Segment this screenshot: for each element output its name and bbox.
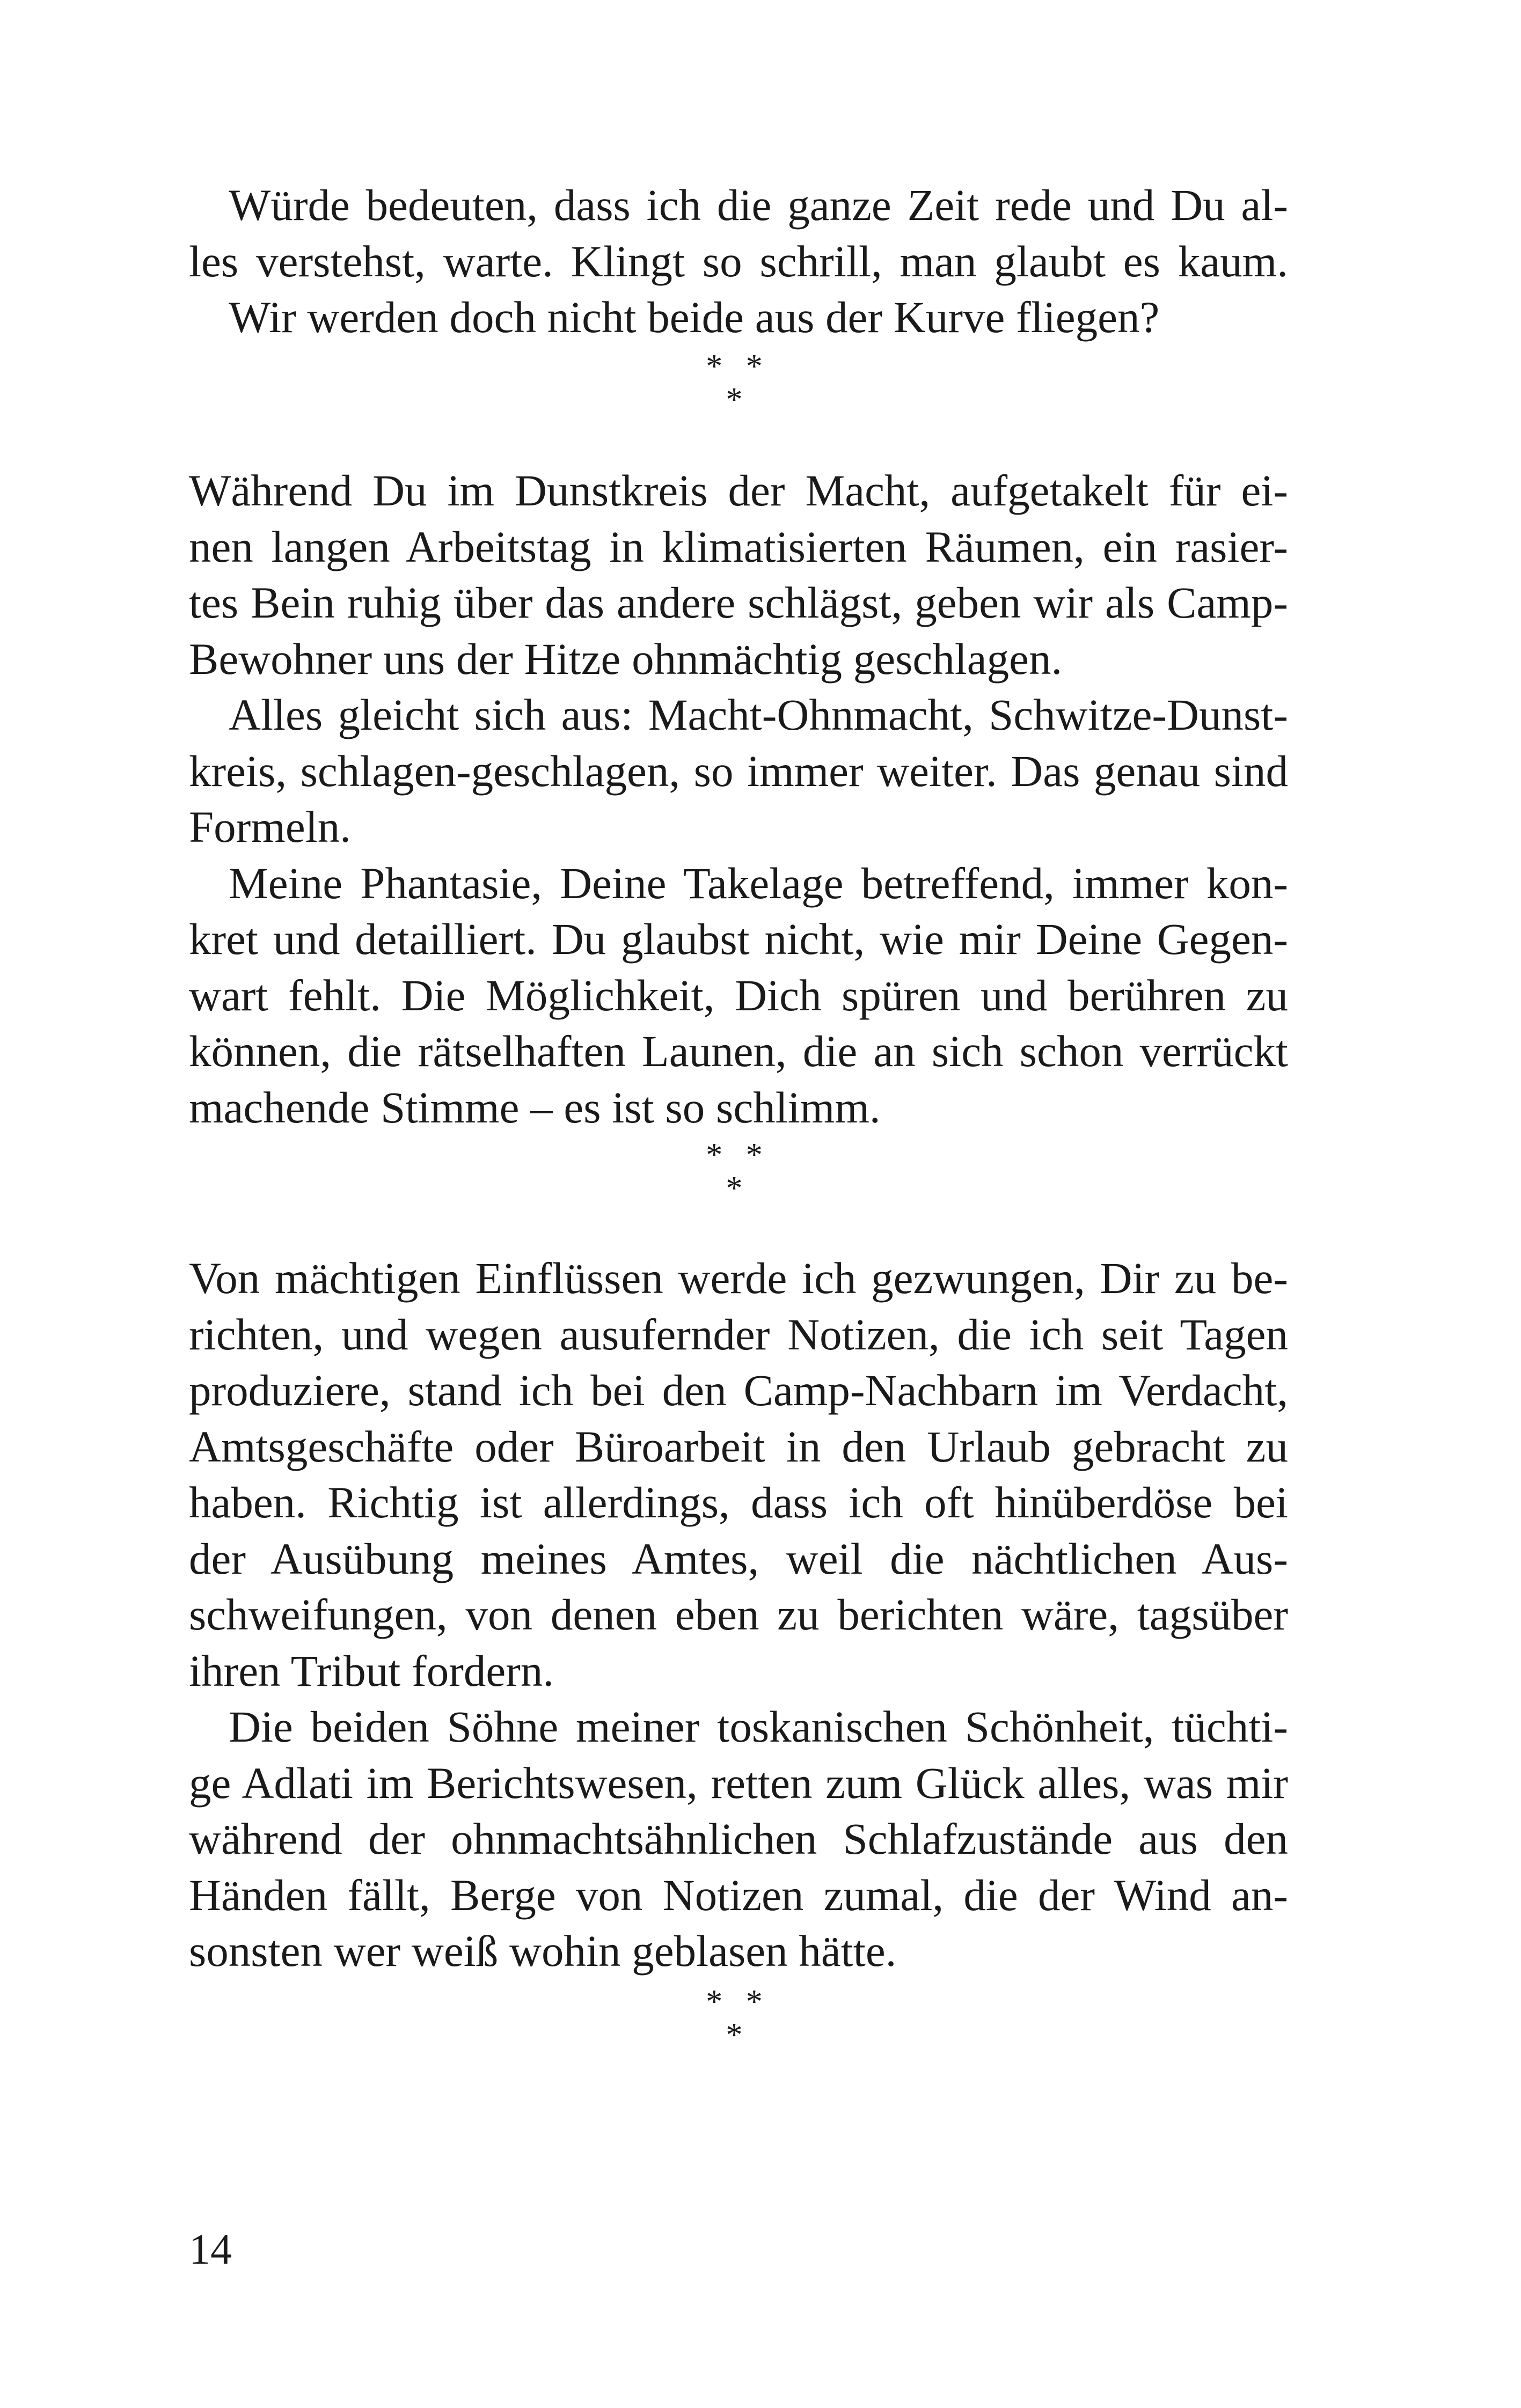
text-line: produziere, stand ich bei den Camp-Nachbarn im Verdacht, — [189, 1365, 1288, 1415]
text-line: schweifungen, von denen eben zu berichten wäre, tagsüber — [189, 1590, 1288, 1639]
text-line: während der ohnmachtsähnlichen Schlafzustände aus den — [189, 1814, 1288, 1863]
text-line: Bewohner uns der Hitze ohnmächtig geschlagen. — [189, 634, 1063, 684]
text-line: sonsten wer weiß wohin geblasen hätte. — [189, 1926, 897, 1976]
text-line: les verstehst, warte. Klingt so schrill, man glaubt es kaum. — [189, 236, 1288, 286]
page-number: 14 — [189, 2226, 232, 2273]
text-line: Händen fällt, Berge von Notizen zumal, die der Wind an- — [189, 1870, 1288, 1920]
text-line: Amtsgeschäfte oder Büroarbeit in den Urlaub gebracht zu — [189, 1421, 1288, 1471]
text-line: Während Du im Dunstkreis der Macht, aufgetakelt für ei- — [189, 466, 1288, 515]
text-line: tes Bein ruhig über das andere schlägst, geben wir als Camp- — [189, 578, 1288, 627]
text-line: Von mächtigen Einflüssen werde ich gezwungen, Dir zu be- — [189, 1253, 1288, 1303]
text-line: können, die rätselhaften Launen, die an sich schon verrückt — [189, 1026, 1288, 1076]
section-3 — [189, 1250, 1288, 1979]
text-line: kret und detailliert. Du glaubst nicht, wie mir Deine Gegen- — [189, 914, 1288, 964]
text-line: Wir werden doch nicht beide aus der Kurve fliegen? — [229, 292, 1160, 342]
text-line: Meine Phantasie, Deine Takelage betreffend, immer kon- — [229, 858, 1288, 908]
text-line: wart fehlt. Die Möglichkeit, Dich spüren und berühren zu — [189, 970, 1288, 1020]
text-line: nen langen Arbeitstag in klimatisierten Räumen, ein rasier- — [189, 522, 1288, 571]
text-line: ge Adlati im Berichtswesen, retten zum Glück alles, was mir — [189, 1758, 1288, 1808]
text-line: Formeln. — [189, 802, 352, 851]
text-line: Alles gleicht sich aus: Macht-Ohnmacht, Schwitze-Dunst- — [229, 690, 1288, 739]
section-separator: * * * — [706, 1984, 770, 2053]
section-separator: * * * — [706, 1137, 770, 1207]
text-line: Die beiden Söhne meiner toskanischen Schönheit, tüchti- — [229, 1702, 1288, 1751]
section-2 — [189, 462, 1288, 1135]
section-separator: * * * — [706, 348, 770, 418]
text-line: richten, und wegen ausufernder Notizen, die ich seit Tagen — [189, 1309, 1288, 1359]
text-line: der Ausübung meines Amtes, weil die nächtlichen Aus- — [189, 1533, 1288, 1583]
text-line: Würde bedeuten, dass ich die ganze Zeit rede und Du al- — [229, 180, 1288, 230]
text-line: haben. Richtig ist allerdings, dass ich oft hinüberdöse bei — [189, 1478, 1288, 1527]
text-line: ihren Tribut fordern. — [189, 1646, 554, 1695]
text-line: kreis, schlagen-geschlagen, so immer weiter. Das genau sind — [189, 746, 1288, 796]
text-line: machende Stimme – es ist so schlimm. — [189, 1082, 881, 1132]
section-1 — [189, 177, 1288, 346]
